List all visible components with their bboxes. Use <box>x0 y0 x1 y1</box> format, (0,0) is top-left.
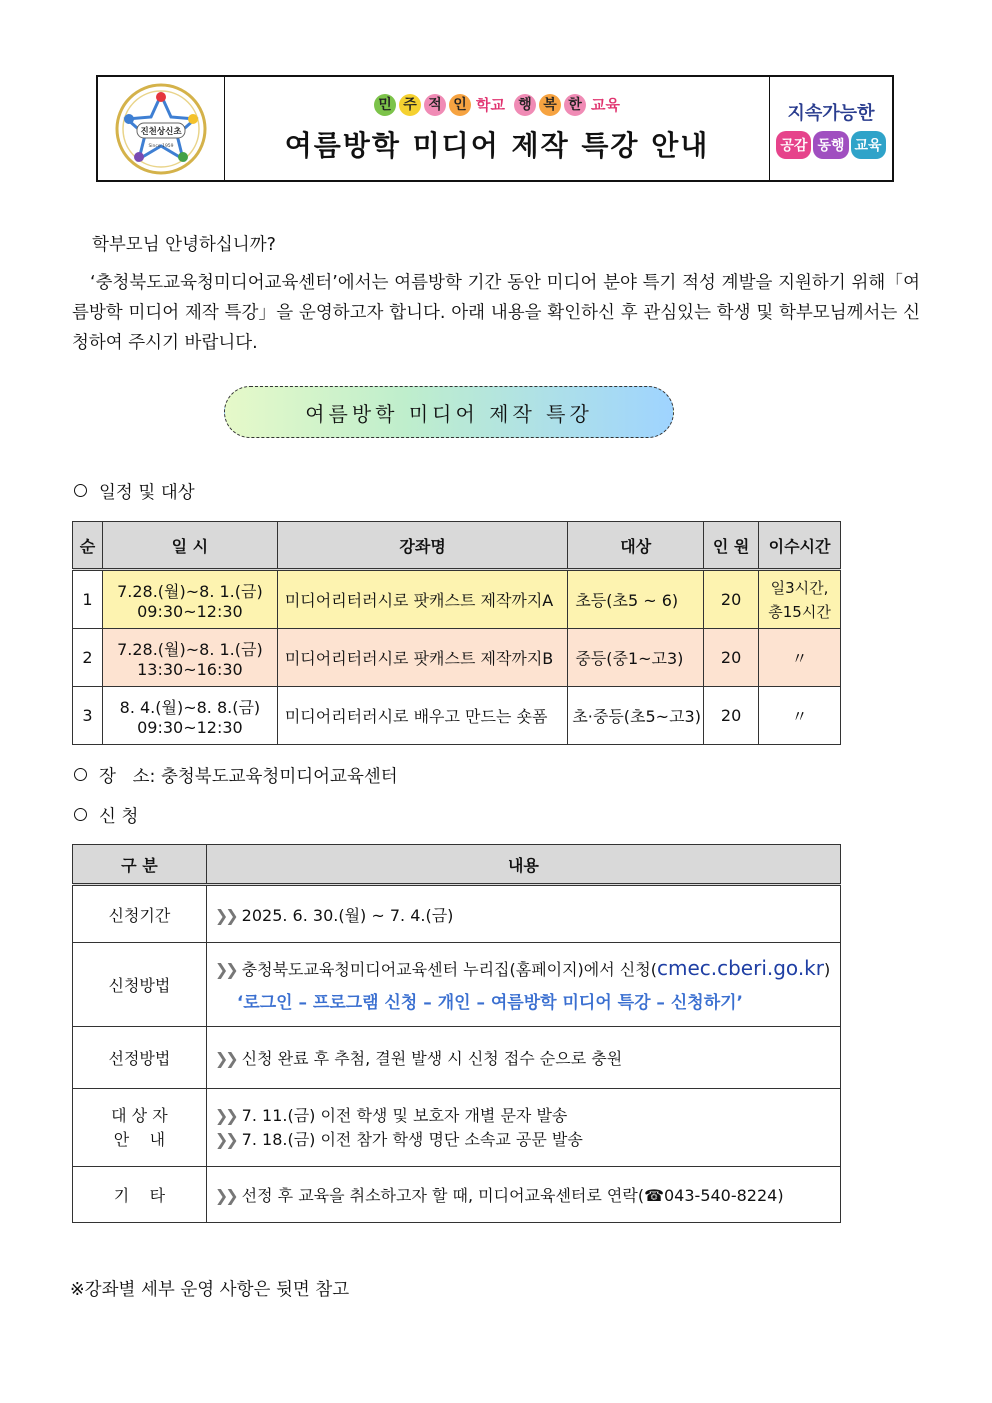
row-content <box>206 1167 840 1223</box>
table-row <box>73 570 841 629</box>
apply-heading <box>74 803 138 828</box>
education-brand <box>770 77 892 180</box>
method-text: 충청북도교육청미디어교육센터 누리집(홈페이지)에서 신청( <box>241 960 657 979</box>
double-arrow-icon: ❯❯ <box>214 960 236 979</box>
place-line <box>74 763 398 788</box>
column-header: 구 분 <box>73 845 207 885</box>
apply-table <box>72 844 841 1223</box>
schedule-table <box>72 521 841 745</box>
row-content <box>206 943 840 1027</box>
slogan-word: 교육 <box>591 96 620 114</box>
double-arrow-icon: ❯❯ <box>214 1049 236 1068</box>
slogan-word: 학교 <box>476 96 505 114</box>
row-label: 신청기간 <box>73 885 207 943</box>
time-text: 13:30~16:30 <box>137 659 243 679</box>
table-row <box>73 885 841 943</box>
row-label: 신청방법 <box>73 943 207 1027</box>
target-cell: 초·중등(초5~고3) <box>568 687 704 745</box>
page-title: 여름방학 미디어 제작 특강 안내 <box>284 128 710 162</box>
target-cell: 초등(초5 ~ 6) <box>568 570 704 629</box>
column-header: 내용 <box>206 845 840 885</box>
double-arrow-icon: ❯❯ <box>214 1129 236 1149</box>
count-cell: 20 <box>704 687 759 745</box>
course-cell: 미디어리터러시로 배우고 만드는 숏폼 <box>277 687 568 745</box>
column-header: 대상 <box>568 522 704 570</box>
table-row <box>73 1089 841 1167</box>
date-text: 8. 4.(월)~8. 8.(금) <box>119 697 261 717</box>
column-header: 인 원 <box>704 522 759 570</box>
row-content <box>206 1089 840 1167</box>
count-cell: 20 <box>704 629 759 687</box>
brand-word: 공감 <box>776 131 811 159</box>
date-text: 7.28.(월)~8. 1.(금) <box>117 581 263 601</box>
row-number: 1 <box>73 570 103 629</box>
row-label: 선정방법 <box>73 1027 207 1089</box>
method-close: ) <box>823 960 831 979</box>
notice-text: 7. 11.(금) 이전 학생 및 보호자 개별 문자 발송 <box>241 1105 568 1125</box>
target-cell: 중등(중1~고3) <box>568 629 704 687</box>
double-arrow-icon: ❯❯ <box>214 905 236 925</box>
banner-title: 여름방학 미디어 제작 특강 <box>224 386 674 438</box>
place-value: 충청북도교육청미디어교육센터 <box>160 767 398 787</box>
period-text: 2025. 6. 30.(월) ~ 7. 4.(금) <box>241 905 454 925</box>
count-cell: 20 <box>704 570 759 629</box>
table-row <box>73 687 841 745</box>
logo-sub: Since 1959 <box>148 143 174 149</box>
date-cell <box>102 629 277 687</box>
logo-text: 진천상신초 <box>140 126 182 137</box>
header-box <box>96 75 894 182</box>
slogan-char: 주 <box>399 94 421 116</box>
row-label: 기 타 <box>73 1167 207 1223</box>
school-logo <box>98 77 225 180</box>
course-cell: 미디어리터러시로 팟캐스트 제작까지B <box>277 629 568 687</box>
slogan-char: 적 <box>424 94 446 116</box>
brand-word: 동행 <box>813 131 848 159</box>
time-text: 09:30~12:30 <box>137 717 243 737</box>
hours-cell <box>759 570 841 629</box>
row-content <box>206 885 840 943</box>
school-emblem-icon <box>111 83 211 175</box>
row-label <box>73 1089 207 1167</box>
circle-bullet-icon <box>74 808 87 821</box>
column-header: 이수시간 <box>759 522 841 570</box>
slogan-char: 인 <box>449 94 471 116</box>
row-number: 2 <box>73 629 103 687</box>
row-content <box>206 1027 840 1089</box>
notice-label: 안 내 <box>113 1129 166 1149</box>
column-header: 일 시 <box>102 522 277 570</box>
time-text: 09:30~12:30 <box>137 601 243 621</box>
notice-text: 7. 18.(금) 이전 참가 학생 명단 소속교 공문 발송 <box>241 1129 583 1149</box>
circle-bullet-icon <box>74 768 87 781</box>
date-text: 7.28.(월)~8. 1.(금) <box>117 639 263 659</box>
table-row <box>73 1027 841 1089</box>
column-header: 순 <box>73 522 103 570</box>
table-row <box>73 1167 841 1223</box>
row-number: 3 <box>73 687 103 745</box>
hours-cell: 〃 <box>759 629 841 687</box>
etc-text: 선정 후 교육을 취소하고자 할 때, 미디어교육센터로 연락(☎043-540-8224) <box>241 1186 784 1205</box>
place-label: 장 소: <box>99 767 156 787</box>
table-header-row <box>73 845 841 885</box>
slogan <box>374 94 620 116</box>
apply-heading-text: 신 청 <box>99 807 139 827</box>
select-text: 신청 완료 후 추첨, 결원 발생 시 신청 접수 순으로 충원 <box>241 1049 623 1068</box>
course-cell: 미디어리터러시로 팟캐스트 제작까지A <box>277 570 568 629</box>
brand-line: 지속가능한 <box>787 102 875 124</box>
circle-bullet-icon <box>74 484 87 497</box>
slogan-char: 행 <box>514 94 536 116</box>
table-row <box>73 629 841 687</box>
brand-word: 교육 <box>851 131 886 159</box>
intro-paragraph: ‘충청북도교육청미디어교육센터’에서는 여름방학 기간 동안 미디어 분야 특기 적성 계발을 지원하기 위해「여름방학 미디어 제작 특강」을 운영하고자 합니다. 아래 내용을 확인하신 후 관심있는 학생 및 학부모님께서는 신청하여 주시기 바랍니다. <box>72 273 920 353</box>
date-cell <box>102 570 277 629</box>
slogan-char: 민 <box>374 94 396 116</box>
column-header: 강좌명 <box>277 522 568 570</box>
greeting: 학부모님 안녕하십니까? <box>92 235 276 255</box>
schedule-heading <box>74 479 195 504</box>
table-header-row <box>73 522 841 570</box>
hours-cell: 〃 <box>759 687 841 745</box>
table-row <box>73 943 841 1027</box>
date-cell <box>102 687 277 745</box>
hours-text: 총15시간 <box>768 602 831 621</box>
notice-label: 대 상 자 <box>111 1105 168 1125</box>
hours-text: 일3시간, <box>770 578 829 597</box>
double-arrow-icon: ❯❯ <box>214 1105 236 1125</box>
slogan-char: 한 <box>564 94 586 116</box>
slogan-char: 복 <box>539 94 561 116</box>
double-arrow-icon: ❯❯ <box>214 1186 236 1205</box>
method-path: ‘로그인 – 프로그램 신청 – 개인 – 여름방학 미디어 특강 – 신청하기’ <box>236 993 743 1013</box>
footnote: ※강좌별 세부 운영 사항은 뒷면 참고 <box>70 1280 350 1300</box>
schedule-heading-text: 일정 및 대상 <box>99 483 195 503</box>
site-link[interactable]: cmec.cberi.go.kr <box>656 956 824 980</box>
